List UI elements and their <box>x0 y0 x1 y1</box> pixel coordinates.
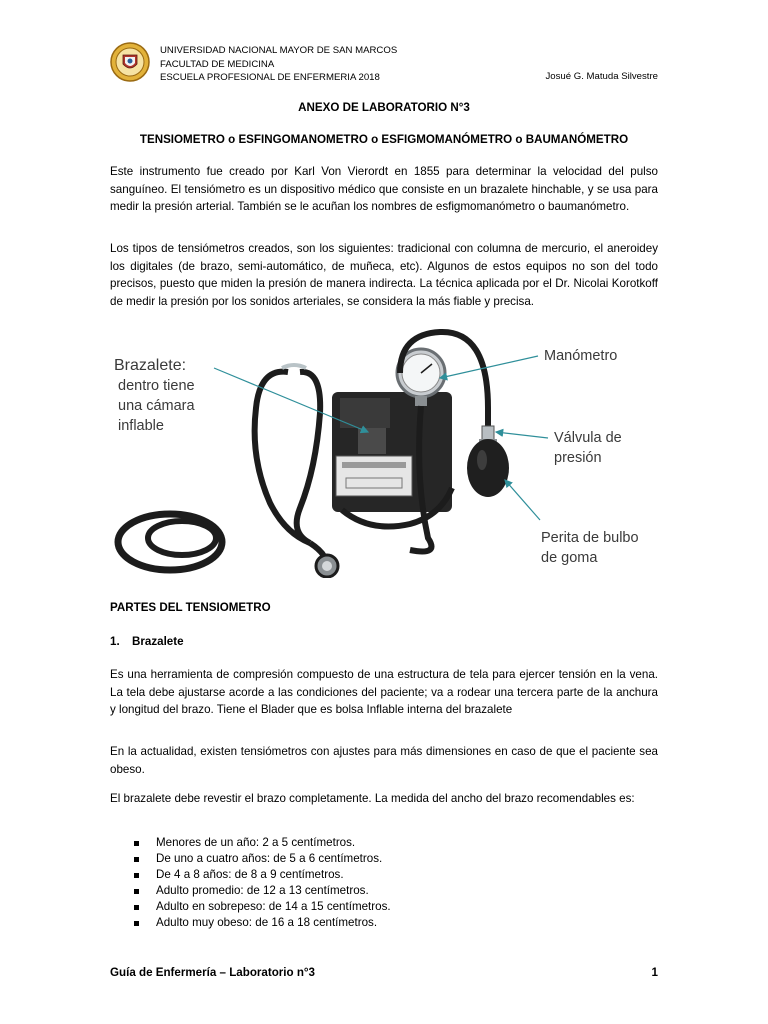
list-item: Adulto muy obeso: de 16 a 18 centímetros. <box>134 915 391 931</box>
header-author: Josué G. Matuda Silvestre <box>545 71 658 82</box>
list-item: Adulto promedio: de 12 a 13 centímetros. <box>134 883 391 899</box>
header-faculty: FACULTAD DE MEDICINA <box>160 58 275 70</box>
brazalete-paragraph-3: El brazalete debe revestir el brazo completamente. La medida del ancho del brazo recomendables es: <box>110 792 635 805</box>
label-valvula-2: presión <box>554 450 602 466</box>
label-perita: Perita de bulbo <box>541 530 639 546</box>
subsection-title: Brazalete <box>132 635 184 648</box>
list-item: De 4 a 8 años: de 8 a 9 centímetros. <box>134 867 391 883</box>
list-item: De uno a cuatro años: de 5 a 6 centímetros. <box>134 851 391 867</box>
sphygmomanometer-figure <box>110 328 658 578</box>
bullet-square-icon <box>134 889 139 894</box>
page-footer-title: Guía de Enfermería – Laboratorio n°3 <box>110 966 316 979</box>
arm-width-list <box>134 835 391 932</box>
label-perita-2: de goma <box>541 550 598 566</box>
label-valvula: Válvula de <box>554 430 622 446</box>
list-item: Menores de un año: 2 a 5 centímetros. <box>134 835 391 851</box>
list-item: Adulto en sobrepeso: de 14 a 15 centímetros. <box>134 899 391 915</box>
label-brazalete-desc-1: dentro tiene <box>118 378 195 394</box>
header-university: UNIVERSIDAD NACIONAL MAYOR DE SAN MARCOS <box>160 45 398 56</box>
page-title: ANEXO DE LABORATORIO N°3 <box>298 101 470 114</box>
university-seal-logo <box>110 42 150 82</box>
bullet-square-icon <box>134 905 139 910</box>
page-number: 1 <box>651 966 658 979</box>
section-heading: PARTES DEL TENSIOMETRO <box>110 601 271 614</box>
bullet-square-icon <box>134 873 139 878</box>
header-school: ESCUELA PROFESIONAL DE ENFERMERIA 2018 <box>160 72 380 83</box>
page-subtitle: TENSIOMETRO o ESFINGOMANOMETRO o ESFIGMOMANÓMETRO o BAUMANÓMETRO <box>139 133 629 146</box>
subsection-heading <box>110 635 184 648</box>
brazalete-paragraph-1: Es una herramienta de compresión compuesto de una estructura de tela para ejercer tensión en la vena. La tela debe ajustarse acorde a las condiciones del paciente; va a rodear una tercera parte de la anchura y longitud del brazo. Tiene el Blader que es bolsa Inflable interna del brazalete <box>110 668 658 716</box>
bullet-square-icon <box>134 857 139 862</box>
types-paragraph: Los tipos de tensiómetros creados, son los siguientes: tradicional con columna de mercurio, el aneroidey los digitales (de brazo, semi-automático, de muñeca, etc). Algunos de estos equipos no son del todo precisos, puesto que miden la presión de manera indirecta. La técnica aplicada por el Dr. Nicolai Korotkoff de medir la presión por los sonidos arteriales, se considera la más fiable y precisa. <box>110 242 658 308</box>
bullet-square-icon <box>134 921 139 926</box>
label-brazalete: Brazalete: <box>114 357 187 374</box>
bullet-square-icon <box>134 841 139 846</box>
intro-paragraph: Este instrumento fue creado por Karl Von Vierordt en 1855 para determinar la velocidad del pulso sanguíneo. El tensiómetro es un dispositivo médico que consiste en un brazalete hinchable, y se usa para medir la presión arterial. También se le acuñan los nombres de esfigmomanómetro o baumanómetro. <box>110 165 658 213</box>
subsection-number: 1. <box>110 635 120 648</box>
brazalete-paragraph-2: En la actualidad, existen tensiómetros con ajustes para más dimensiones en caso de que el paciente sea obeso. <box>110 745 658 776</box>
label-manometro: Manómetro <box>544 348 618 364</box>
label-brazalete-desc-3: inflable <box>118 418 164 434</box>
label-brazalete-desc-2: una cámara <box>118 398 195 414</box>
page-header <box>110 42 658 86</box>
